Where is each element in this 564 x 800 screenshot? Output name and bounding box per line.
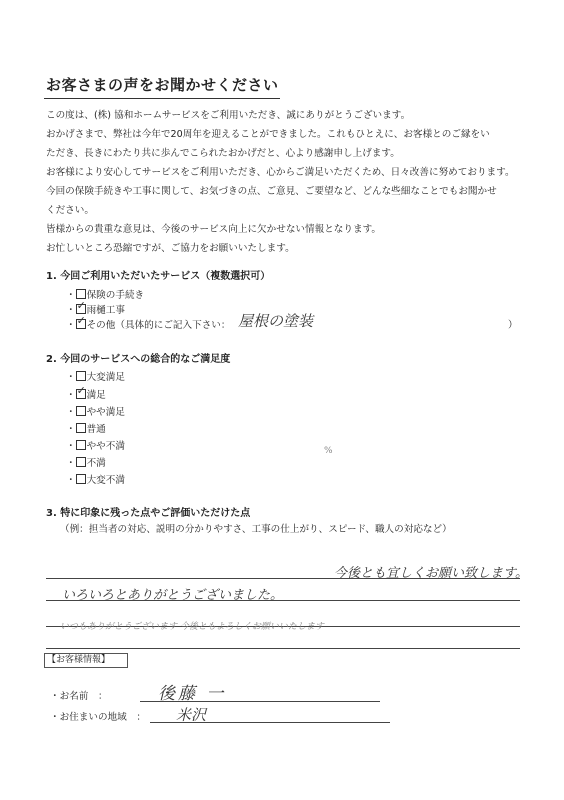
checkbox[interactable] [76,457,86,467]
area-label: ・お住まいの地域 ： [50,712,146,723]
q1-close-paren: ） [508,320,518,331]
stray-mark: % [324,446,333,456]
q2-option[interactable]: ・ 大変不満 [66,475,125,486]
q1-other-answer: 屋根の塗装 [238,312,314,330]
area-underline [150,722,390,723]
title-underline [44,98,280,99]
q2-option[interactable]: ・ やや不満 [66,441,125,452]
q3-example: （例：担当者の対応、説明の分かりやすさ、工事の仕上がり、スピード、職人の対応など） [60,524,452,535]
q2-option[interactable]: ・ 大変満足 [66,372,125,383]
q1-option-other[interactable]: ・✓ その他（具体的にご記入下さい： [66,317,231,331]
handwritten-answer-faint: いつもありがとうございます 今後ともよろしくお願いいたします [60,622,324,632]
checkbox[interactable] [76,406,86,416]
area-value: 米沢 [176,706,207,724]
checkbox-checked[interactable] [76,304,86,314]
checkbox[interactable] [76,289,86,299]
customer-info-box: 【お客様情報】 [44,653,128,668]
checkbox[interactable] [76,423,86,433]
name-value: 後藤 一 [158,684,227,704]
survey-title: お客さまの声をお聞かせください [46,76,279,94]
checkbox-checked[interactable] [76,389,86,399]
handwritten-answer: いろいろとありがとうございました。 [62,588,284,603]
intro-line: この度は、(株) 協和ホームサービスをご利用いただき、誠にありがとうございます。 [46,110,411,121]
checkbox-checked[interactable] [76,319,86,329]
q2-option[interactable]: ・ やや満足 [66,407,125,418]
intro-line: 今回の保険手続きや工事に関して、お気づきの点、ご意見、ご要望など、どんな些細なことでもお聞かせ [46,186,497,197]
intro-line: おかげさまで、弊社は今年で20周年を迎えることができました。これもひとえに、お客様とのご縁をい [46,129,490,140]
q2-heading: 2. 今回のサービスへの総合的なご満足度 [46,354,231,365]
q1-heading: 1. 今回ご利用いただいたサービス（複数選択可） [46,271,271,282]
q1-option-gutter[interactable]: ・✓ 雨樋工事 [66,302,125,316]
checkbox[interactable] [76,440,86,450]
intro-line: お客様により安心してサービスをご利用いただき、心からご満足いただくため、日々改善に努めております。 [46,167,515,178]
intro-line: 皆様からの貴重な意見は、今後のサービス向上に欠かせない情報となります。 [46,224,382,235]
intro-line: ただき、長きにわたり共に歩んでこられたおかげだと、心より感謝申し上げます。 [46,148,400,159]
handwritten-answer: 今後とも宜しくお願い致します。 [334,566,528,581]
q2-option[interactable]: ・✓ 満足 [66,387,106,401]
q2-option[interactable]: ・ 普通 [66,424,106,435]
intro-paragraph [46,106,515,258]
checkbox[interactable] [76,474,86,484]
intro-line: お忙しいところ恐縮ですが、ご協力をお願いいたします。 [46,243,295,254]
answer-line [46,648,520,649]
checkbox[interactable] [76,371,86,381]
intro-line: ください。 [46,205,94,216]
name-underline [140,701,380,702]
name-label: ・お名前 ： [50,691,108,702]
q1-option-insurance[interactable]: ・ 保険の手続き [66,290,145,301]
q3-heading: 3. 特に印象に残った点やご評価いただけた点 [46,508,251,519]
q2-option[interactable]: ・ 不満 [66,458,106,469]
